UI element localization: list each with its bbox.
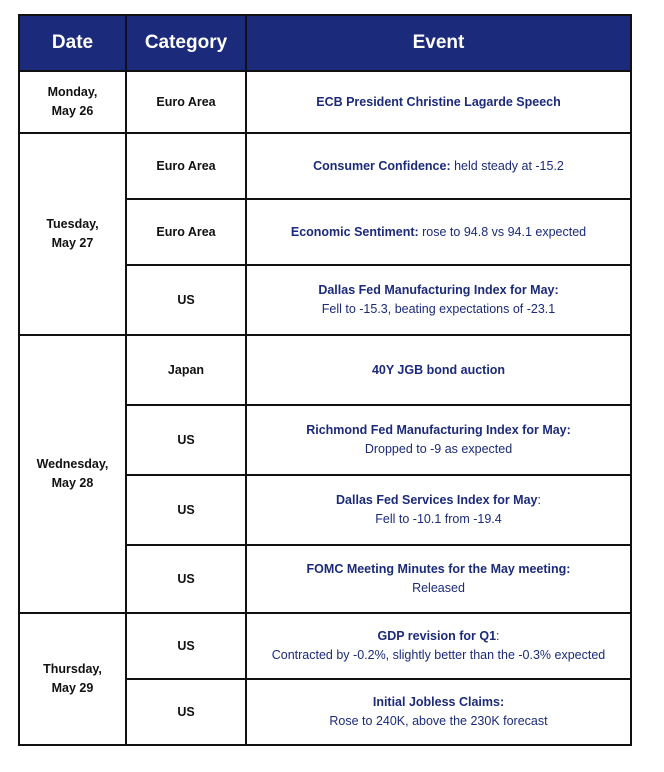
event-cell (246, 199, 631, 265)
event-detail: Released (412, 581, 465, 595)
category-cell: US (126, 545, 246, 613)
event-cell (246, 335, 631, 405)
table-row (19, 71, 631, 133)
event-detail: Fell to -15.3, beating expectations of -23.1 (321, 302, 556, 316)
date-cell (19, 133, 126, 335)
header-event: Event (246, 15, 631, 71)
category-cell: Euro Area (126, 133, 246, 199)
date-weekday: Tuesday, (46, 217, 99, 231)
event-title: FOMC Meeting Minutes for the May meeting: (306, 562, 571, 576)
event-title: Initial Jobless Claims: (372, 695, 505, 709)
event-title: Consumer Confidence: (313, 158, 451, 173)
event-title: 40Y JGB bond auction (371, 362, 506, 377)
category-cell: Euro Area (126, 71, 246, 133)
event-title: Economic Sentiment: (290, 224, 419, 239)
event-detail: Contracted by -0.2%, slightly better than the -0.3% expected (271, 648, 606, 662)
events-table (18, 14, 632, 746)
event-detail: rose to 94.8 vs 94.1 expected (418, 224, 587, 239)
table-row (19, 335, 631, 405)
event-cell (246, 265, 631, 335)
event-title-suffix: : (537, 493, 541, 507)
event-cell (246, 133, 631, 199)
category-cell: Japan (126, 335, 246, 405)
date-weekday: Wednesday, (36, 457, 109, 471)
economic-calendar (18, 14, 630, 746)
date-weekday: Monday, (47, 85, 98, 99)
table-row (19, 133, 631, 199)
event-title: GDP revision for Q1 (377, 629, 497, 643)
event-title: Dallas Fed Services Index for May (336, 493, 538, 507)
event-detail: Rose to 240K, above the 230K forecast (329, 714, 548, 728)
category-cell: US (126, 265, 246, 335)
event-cell (246, 405, 631, 475)
category-cell: US (126, 613, 246, 679)
header-row (19, 15, 631, 71)
header-category: Category (126, 15, 246, 71)
event-detail: held steady at -15.2 (450, 158, 564, 173)
category-cell: US (126, 475, 246, 545)
date-cell (19, 613, 126, 745)
date-day: May 29 (51, 681, 94, 695)
event-cell (246, 475, 631, 545)
date-cell (19, 71, 126, 133)
event-title: ECB President Christine Lagarde Speech (316, 94, 561, 109)
category-cell: US (126, 679, 246, 745)
event-cell (246, 679, 631, 745)
date-weekday: Thursday, (43, 662, 102, 676)
event-cell (246, 613, 631, 679)
category-cell: Euro Area (126, 199, 246, 265)
event-cell (246, 545, 631, 613)
date-cell (19, 335, 126, 613)
event-title: Dallas Fed Manufacturing Index for May: (318, 283, 559, 297)
event-title-suffix: : (496, 629, 500, 643)
table-row (19, 613, 631, 679)
event-detail: Dropped to -9 as expected (364, 442, 513, 456)
date-day: May 28 (51, 476, 94, 490)
event-cell (246, 71, 631, 133)
date-day: May 26 (51, 104, 94, 118)
category-cell: US (126, 405, 246, 475)
event-detail: Fell to -10.1 from -19.4 (375, 512, 502, 526)
event-title: Richmond Fed Manufacturing Index for May: (306, 423, 571, 437)
header-date: Date (19, 15, 126, 71)
date-day: May 27 (51, 236, 94, 250)
